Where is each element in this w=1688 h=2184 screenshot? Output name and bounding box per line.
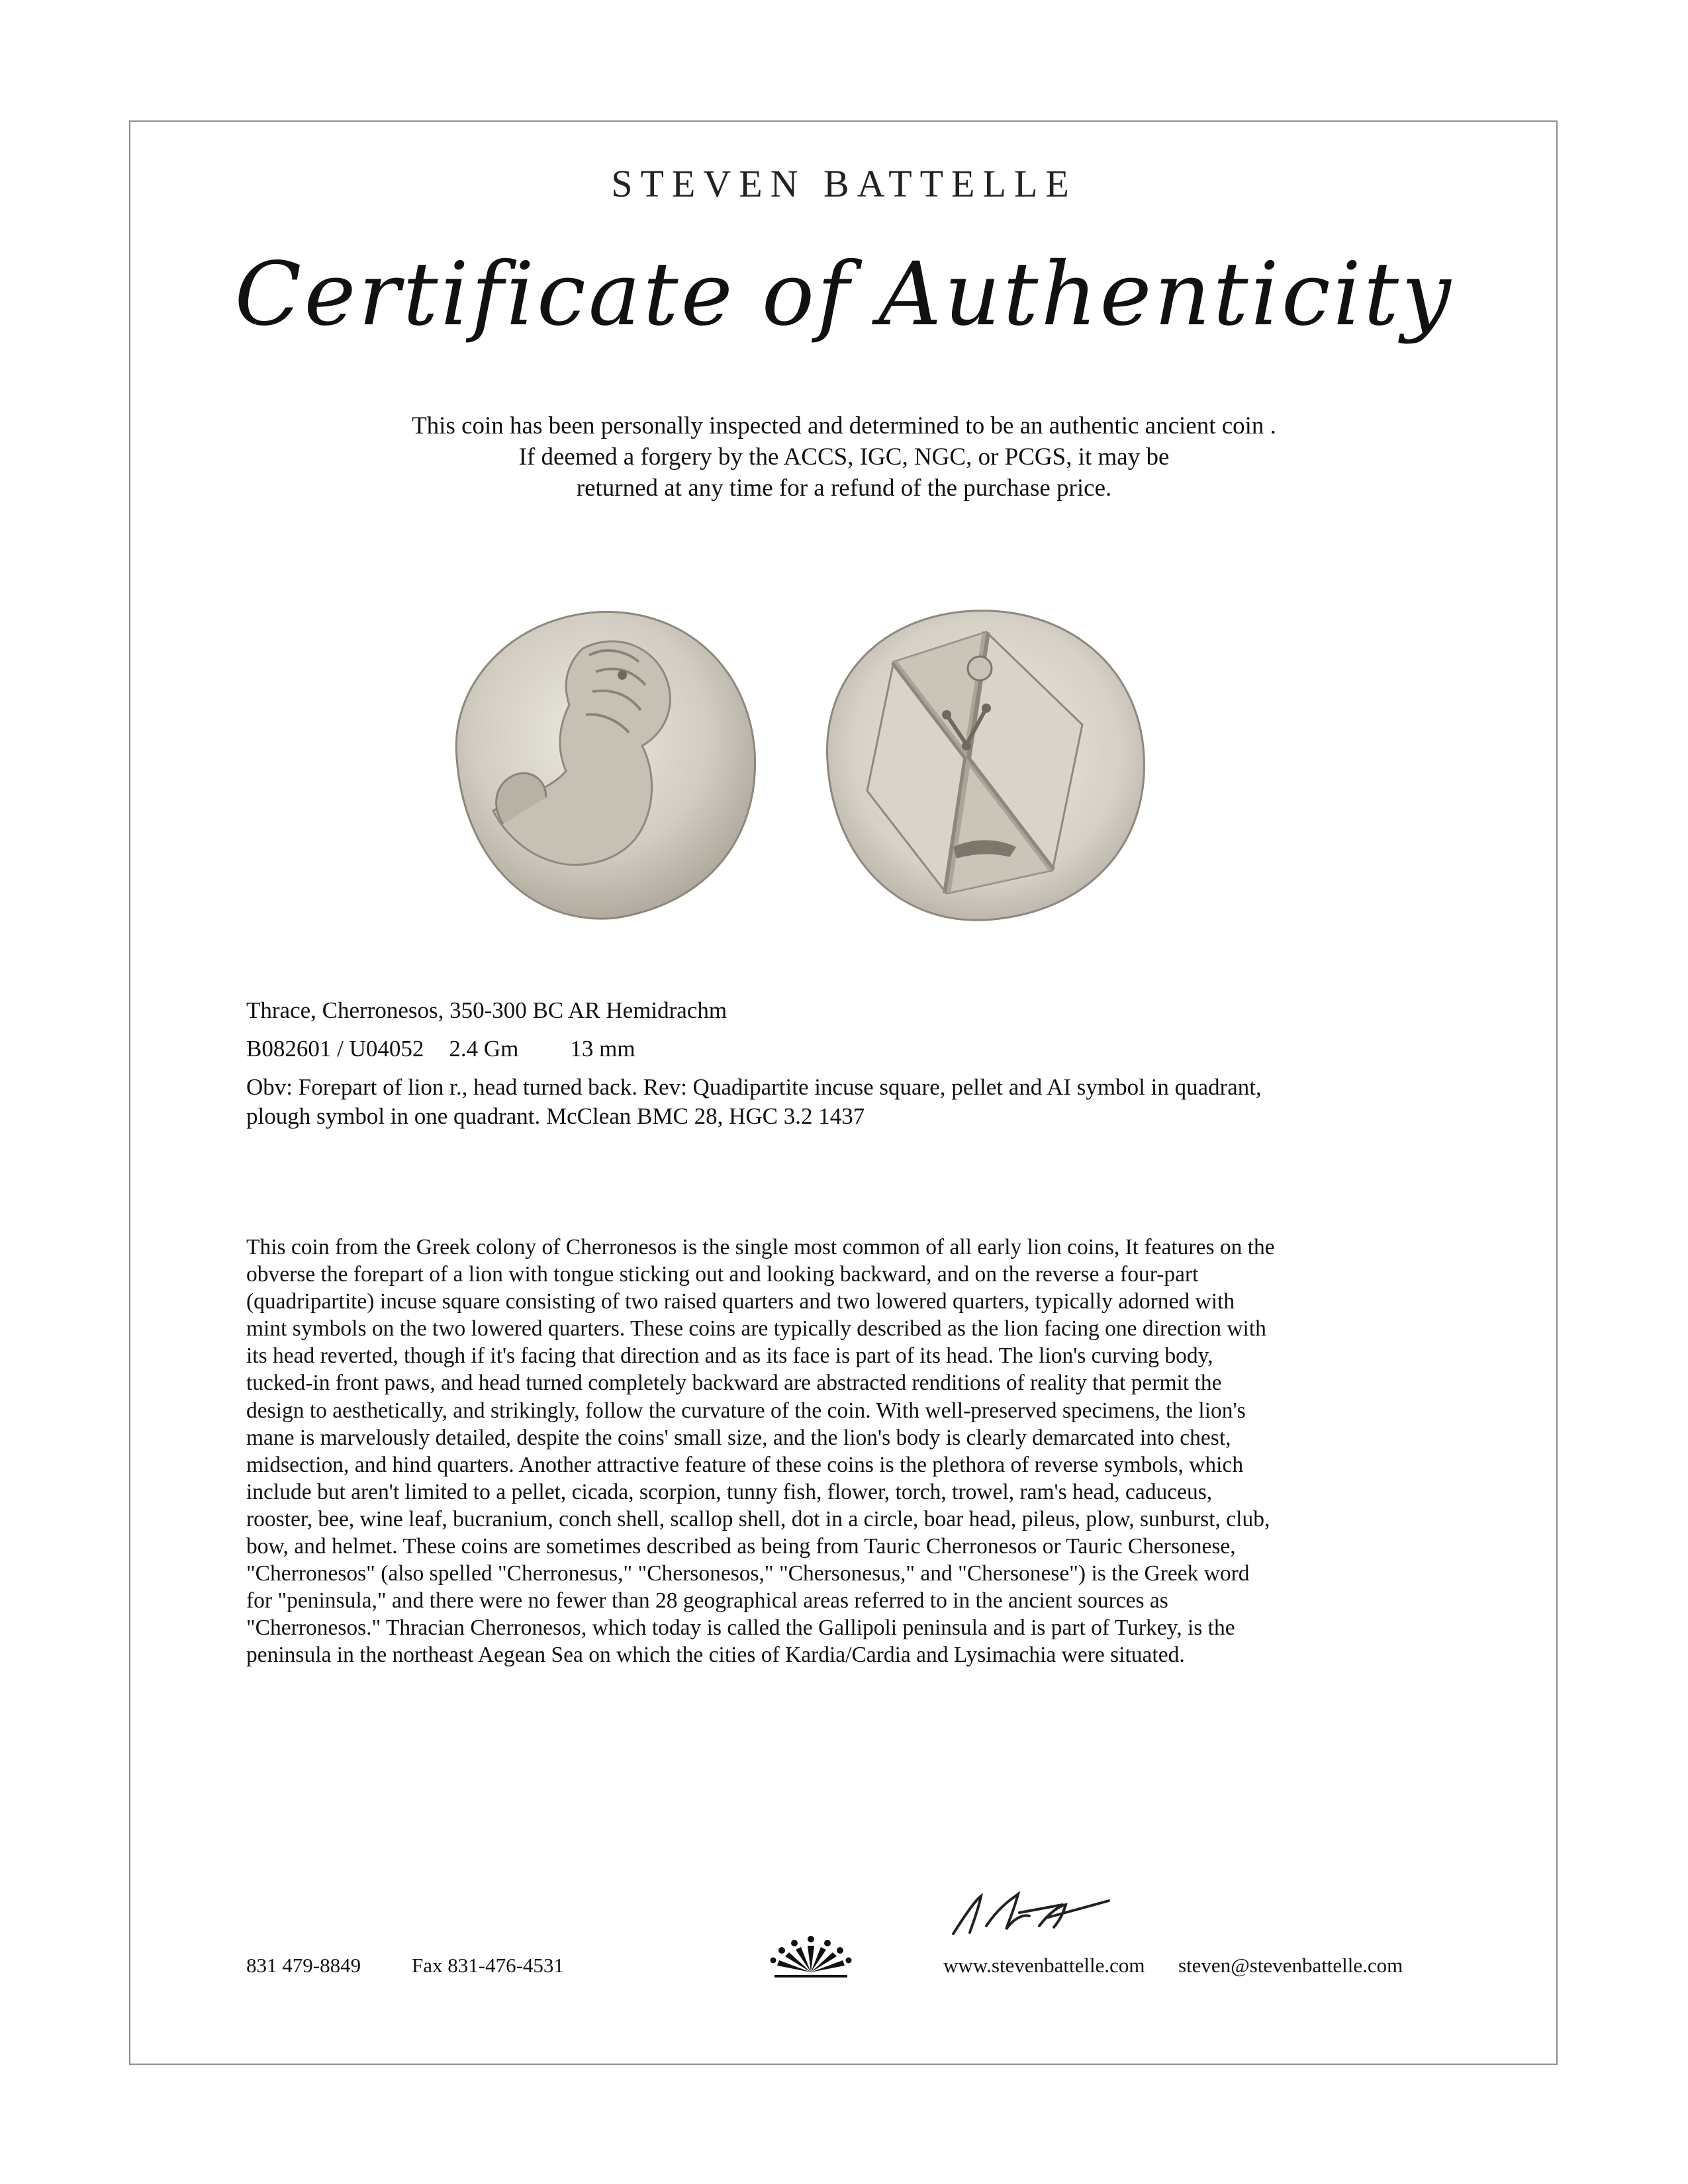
guarantee-line: This coin has been personally inspected and determined to be an authentic ancient coin . <box>412 412 1276 439</box>
inventory-number: B082601 / U04052 <box>246 1036 424 1062</box>
historical-description <box>246 1234 1398 1669</box>
description-line: rooster, bee, wine leaf, bucranium, conch shell, scallop shell, dot in a circle, boar head, pileus, plow, sunburst, club, <box>246 1506 1270 1531</box>
coin-details-row <box>246 1034 1471 1064</box>
coin-weight: 2.4 Gm <box>449 1036 519 1062</box>
description-line: "Cherronesos." Thracian Cherronesos, which today is called the Gallipoli peninsula and is part of Turkey, is the <box>246 1615 1235 1641</box>
description-line: peninsula in the northeast Aegean Sea on which the cities of Kardia/Cardia and Lysimachia were situated. <box>246 1643 1185 1668</box>
guarantee-line: returned at any time for a refund of the purchase price. <box>576 475 1112 502</box>
description-line: (quadripartite) incuse square consisting of two raised quarters and two lowered quarters, typically adorned with <box>246 1289 1235 1314</box>
description-line: its head reverted, though if it's facing that direction and as its face is part of its head. The lion's curving body, <box>246 1343 1213 1369</box>
guarantee-statement <box>0 410 1688 504</box>
title-word-authenticity: Authenticity <box>878 244 1454 345</box>
coin-photos <box>417 592 1185 936</box>
coin-diameter: 13 mm <box>570 1036 635 1062</box>
footer-phone: 831 479-8849 <box>246 1954 361 1977</box>
coin-description-line: plough symbol in one quadrant. McClean BMC 28, HGC 3.2 1437 <box>246 1103 865 1129</box>
brand-name: STEVEN BATTELLE <box>611 162 1077 205</box>
title-word-of: of <box>761 244 853 345</box>
sunburst-logo-icon <box>761 1906 861 1979</box>
description-line: design to aesthetically, and strikingly, follow the curvature of the coin. With well-preserved specimens, the lion's <box>246 1398 1246 1423</box>
coin-title: Thrace, Cherronesos, 350-300 BC AR Hemidrachm <box>246 997 727 1023</box>
handwritten-signature <box>940 1886 1139 1946</box>
description-line: mane is marvelously detailed, despite the coins' small size, and the lion's body is clearly demarcated into chest, <box>246 1425 1231 1450</box>
title-word-certificate: Certificate <box>234 244 735 345</box>
description-line: mint symbols on the two lowered quarters. These coins are typically described as the lion facing one direction with <box>246 1316 1266 1342</box>
footer-website-link[interactable]: www.stevenbattelle.com <box>943 1954 1145 1977</box>
description-line: include but aren't limited to a pellet, cicada, scorpion, tunny fish, flower, torch, trowel, ram's head, caduceus, <box>246 1479 1213 1504</box>
guarantee-line: If deemed a forgery by the ACCS, IGC, NGC, or PCGS, it may be <box>518 443 1170 471</box>
description-line: for "peninsula," and there were no fewer than 28 geographical areas referred to in the ancient sources as <box>246 1588 1168 1614</box>
certificate-title <box>0 244 1688 345</box>
coin-obverse-image <box>456 612 755 919</box>
description-line: midsection, and hind quarters. Another attractive feature of these coins is the plethora of reverse symbols, which <box>246 1452 1244 1477</box>
description-line: obverse the forepart of a lion with tongue sticking out and looking backward, and on the reverse a four-part <box>246 1262 1199 1287</box>
footer-email-link[interactable]: steven@stevenbattelle.com <box>1178 1954 1403 1977</box>
description-line: This coin from the Greek colony of Cherronesos is the single most common of all early lion coins, It features on the <box>246 1235 1275 1259</box>
footer-fax: Fax 831-476-4531 <box>412 1954 564 1977</box>
description-line: tucked-in front paws, and head turned completely backward are abstracted renditions of reality that permit the <box>246 1371 1222 1396</box>
description-line: "Cherronesos" (also spelled "Cherronesus," "Chersonesos," "Chersonesus," and "Chersonese") is the Greek word <box>246 1561 1250 1586</box>
coin-reverse-image <box>827 611 1144 921</box>
coin-specifications <box>246 996 1471 1131</box>
coin-description-line: Obv: Forepart of lion r., head turned back. Rev: Quadipartite incuse square, pellet and AI symbol in quadrant, <box>246 1074 1262 1100</box>
description-line: bow, and helmet. These coins are sometimes described as being from Tauric Cherronesos or Tauric Chersonese, <box>246 1534 1236 1559</box>
